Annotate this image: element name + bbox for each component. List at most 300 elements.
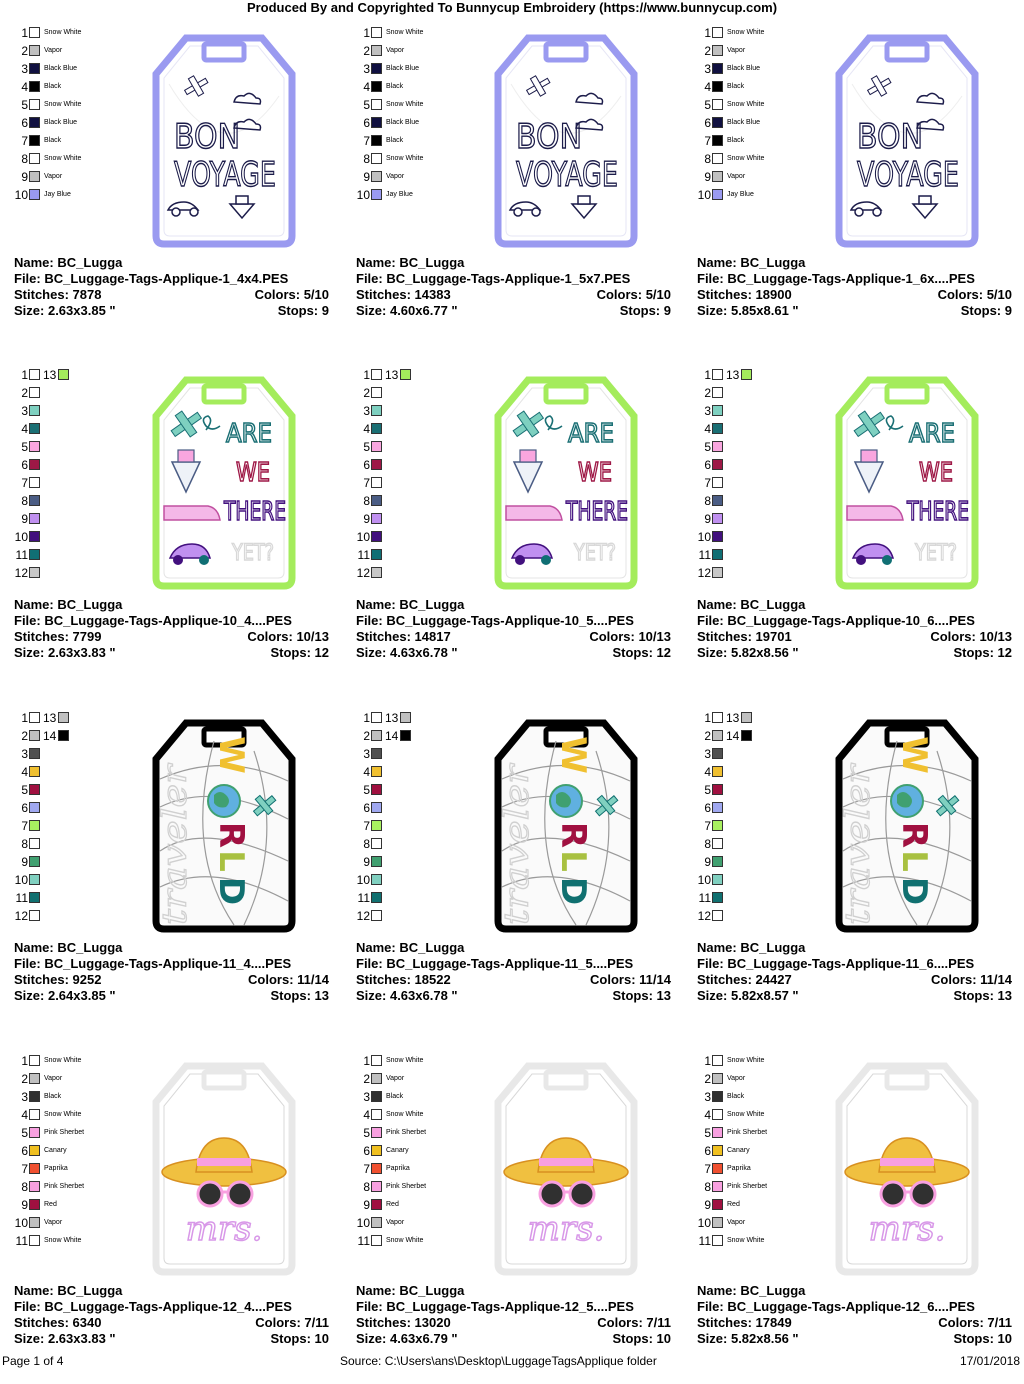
design-colors: 11/14 xyxy=(639,972,671,987)
color-number: 7 xyxy=(363,134,370,148)
color-number: 5 xyxy=(363,783,370,797)
design-colors: 10/13 xyxy=(979,629,1012,644)
color-swatch xyxy=(712,1073,723,1084)
color-number-extra: 13 xyxy=(43,711,57,725)
color-number: 11 xyxy=(698,891,711,905)
color-number-extra: 14 xyxy=(726,729,740,743)
color-name: Snow White xyxy=(386,29,424,36)
tag-word-1: ARE xyxy=(226,419,272,449)
color-number: 7 xyxy=(704,819,711,833)
design-stops: 13 xyxy=(656,988,671,1003)
design-size: 2.64x3.85 " xyxy=(47,988,116,1003)
design-card xyxy=(356,26,686,356)
tag-word-1: ARE xyxy=(909,419,955,449)
stitches-label: Stitches: xyxy=(14,972,69,987)
design-name: BC_Lugga xyxy=(399,255,465,270)
design-size: 5.85x8.61 " xyxy=(730,303,799,318)
color-swatch xyxy=(371,189,382,200)
design-file: BC_Luggage-Tags-Applique-10_6....PES xyxy=(727,613,975,628)
color-name: Snow White xyxy=(727,1057,765,1064)
color-number: 12 xyxy=(356,909,370,923)
color-swatch xyxy=(712,135,723,146)
color-name: Snow White xyxy=(727,29,765,36)
color-name: Vapor xyxy=(386,47,405,54)
color-swatch xyxy=(712,784,723,795)
color-number: 11 xyxy=(698,1234,711,1248)
tag-word-3: THERE xyxy=(223,497,286,527)
color-swatch xyxy=(712,1235,723,1246)
tag-line1: BON xyxy=(857,117,923,157)
color-swatch xyxy=(371,1199,382,1210)
color-swatch xyxy=(712,27,723,38)
color-number: 3 xyxy=(21,1090,28,1104)
design-name: BC_Lugga xyxy=(57,255,123,270)
color-swatch xyxy=(371,99,382,110)
color-swatch xyxy=(29,910,40,921)
color-number: 4 xyxy=(704,422,711,436)
design-file: BC_Luggage-Tags-Applique-11_6....PES xyxy=(727,956,975,971)
color-swatch xyxy=(29,27,40,38)
colors-label: Colors: xyxy=(930,629,976,644)
file-label: File: xyxy=(356,271,383,286)
color-number: 3 xyxy=(21,404,28,418)
color-swatch xyxy=(29,171,40,182)
design-name: BC_Lugga xyxy=(740,940,806,955)
design-file: BC_Luggage-Tags-Applique-1_5x7.PES xyxy=(386,271,631,286)
design-name: BC_Lugga xyxy=(57,597,123,612)
tag-word-4: YET? xyxy=(914,541,957,566)
color-name: Canary xyxy=(727,1147,750,1154)
color-name: Jay Blue xyxy=(386,191,413,198)
color-swatch xyxy=(29,63,40,74)
tag-design-preview xyxy=(486,1054,646,1276)
color-number: 3 xyxy=(704,404,711,418)
design-info xyxy=(14,1283,329,1347)
color-swatch xyxy=(29,495,40,506)
color-swatch xyxy=(29,838,40,849)
color-number: 3 xyxy=(21,62,28,76)
design-file: BC_Luggage-Tags-Applique-12_4....PES xyxy=(44,1299,292,1314)
color-number: 5 xyxy=(21,98,28,112)
color-number: 2 xyxy=(21,386,28,400)
name-label: Name: xyxy=(356,940,396,955)
svg-text:R: R xyxy=(894,821,934,849)
color-swatch xyxy=(29,567,40,578)
design-info xyxy=(356,597,671,661)
color-number: 9 xyxy=(21,512,28,526)
colors-label: Colors: xyxy=(597,1315,643,1330)
color-number: 9 xyxy=(363,1198,370,1212)
color-swatch-extra xyxy=(741,369,752,380)
page-header: Produced By and Copyrighted To Bunnycup Embroidery (https://www.bunnycup.com) xyxy=(246,0,778,15)
color-swatch xyxy=(29,189,40,200)
design-info xyxy=(697,940,1012,1004)
tag-word-4: YET? xyxy=(573,541,616,566)
design-stitches: 13020 xyxy=(414,1315,451,1330)
tag-word: mrs. xyxy=(868,1209,946,1249)
stitches-label: Stitches: xyxy=(356,629,411,644)
color-number: 3 xyxy=(363,62,370,76)
name-label: Name: xyxy=(14,940,54,955)
color-number: 6 xyxy=(704,1144,711,1158)
color-swatch xyxy=(371,874,382,885)
color-number: 6 xyxy=(363,801,370,815)
tag-design-preview xyxy=(827,711,987,933)
color-name: Snow White xyxy=(44,29,82,36)
design-card xyxy=(14,26,344,356)
color-swatch xyxy=(712,81,723,92)
color-number: 7 xyxy=(704,134,711,148)
color-number: 4 xyxy=(363,422,370,436)
color-name: Snow White xyxy=(44,101,82,108)
color-number-extra: 14 xyxy=(385,729,399,743)
color-number: 11 xyxy=(357,891,370,905)
size-label: Size: xyxy=(697,303,728,318)
file-label: File: xyxy=(356,1299,383,1314)
tag-hole xyxy=(887,44,927,60)
svg-text:R: R xyxy=(211,821,251,849)
file-label: File: xyxy=(14,271,41,286)
design-file: BC_Luggage-Tags-Applique-11_5....PES xyxy=(386,956,634,971)
color-number: 9 xyxy=(363,512,370,526)
color-number: 6 xyxy=(704,458,711,472)
design-stitches: 17849 xyxy=(755,1315,792,1330)
color-swatch xyxy=(712,1199,723,1210)
name-label: Name: xyxy=(14,1283,54,1298)
svg-text:W: W xyxy=(894,736,934,774)
color-swatch xyxy=(371,1091,382,1102)
size-label: Size: xyxy=(356,645,387,660)
color-number: 2 xyxy=(363,386,370,400)
color-number-extra: 13 xyxy=(726,368,740,382)
svg-text:W: W xyxy=(211,736,251,774)
file-label: File: xyxy=(697,613,724,628)
color-name: Vapor xyxy=(727,173,746,180)
color-swatch xyxy=(371,910,382,921)
colors-label: Colors: xyxy=(254,287,301,302)
color-swatch xyxy=(712,1091,723,1102)
color-swatch xyxy=(712,1181,723,1192)
color-swatch xyxy=(371,513,382,524)
color-number: 5 xyxy=(21,1126,28,1140)
color-number: 5 xyxy=(704,1126,711,1140)
colors-label: Colors: xyxy=(255,1315,301,1330)
design-colors: 11/14 xyxy=(297,972,329,987)
size-label: Size: xyxy=(697,988,728,1003)
color-number: 5 xyxy=(21,783,28,797)
design-stitches: 24427 xyxy=(755,972,792,987)
size-label: Size: xyxy=(697,1331,728,1346)
color-name: Black xyxy=(727,137,745,144)
color-swatch xyxy=(29,1181,40,1192)
color-number: 5 xyxy=(704,440,711,454)
color-name: Canary xyxy=(44,1147,67,1154)
color-swatch xyxy=(29,1127,40,1138)
design-stops: 9 xyxy=(321,303,329,318)
design-name: BC_Lugga xyxy=(399,1283,465,1298)
color-swatch xyxy=(371,1163,382,1174)
stops-label: Stops: xyxy=(277,303,319,318)
color-number: 9 xyxy=(21,855,28,869)
tag-line2: VOYAGE xyxy=(516,155,618,195)
stops-label: Stops: xyxy=(270,988,311,1003)
color-swatch xyxy=(712,405,723,416)
color-swatch xyxy=(371,1073,382,1084)
color-number: 4 xyxy=(363,1108,370,1122)
color-number: 5 xyxy=(704,98,711,112)
color-number: 9 xyxy=(704,855,711,869)
design-file: BC_Luggage-Tags-Applique-1_4x4.PES xyxy=(44,271,289,286)
color-name: Red xyxy=(727,1201,740,1208)
color-number: 11 xyxy=(15,548,28,562)
color-name: Black Blue xyxy=(44,65,78,72)
color-swatch-extra xyxy=(741,730,752,741)
colors-label: Colors: xyxy=(248,972,294,987)
train-icon xyxy=(847,506,903,520)
color-swatch xyxy=(371,81,382,92)
color-swatch xyxy=(371,27,382,38)
color-swatch xyxy=(371,495,382,506)
color-number: 8 xyxy=(21,494,28,508)
color-number: 4 xyxy=(363,765,370,779)
design-stops: 10 xyxy=(656,1331,671,1346)
color-number: 11 xyxy=(357,548,370,562)
design-info xyxy=(356,940,671,1004)
color-name: Black xyxy=(386,1093,404,1100)
color-number: 8 xyxy=(21,1180,28,1194)
tag-design-preview xyxy=(486,26,646,248)
color-swatch xyxy=(29,117,40,128)
color-swatch xyxy=(712,910,723,921)
color-name: Black Blue xyxy=(727,119,761,126)
color-number: 2 xyxy=(704,386,711,400)
color-number: 5 xyxy=(363,98,370,112)
color-swatch xyxy=(29,477,40,488)
color-number: 3 xyxy=(21,747,28,761)
design-card xyxy=(697,711,1024,1041)
color-name: Snow White xyxy=(386,155,424,162)
tag-subtitle: traveler xyxy=(155,788,195,925)
design-size: 4.63x6.78 " xyxy=(389,645,458,660)
color-number-extra: 13 xyxy=(43,368,57,382)
color-swatch xyxy=(29,1091,40,1102)
color-swatch xyxy=(712,63,723,74)
colors-label: Colors: xyxy=(938,1315,984,1330)
color-name: Vapor xyxy=(44,173,63,180)
color-number: 10 xyxy=(14,188,28,202)
design-size: 4.63x6.79 " xyxy=(389,1331,458,1346)
colors-label: Colors: xyxy=(937,287,984,302)
color-number: 11 xyxy=(698,548,711,562)
design-stops: 10 xyxy=(314,1331,329,1346)
name-label: Name: xyxy=(697,940,737,955)
tag-word-1: ARE xyxy=(568,419,614,449)
color-swatch xyxy=(371,712,382,723)
design-colors: 5/10 xyxy=(986,287,1012,302)
color-swatch xyxy=(712,99,723,110)
stops-label: Stops: xyxy=(270,1331,311,1346)
design-file: BC_Luggage-Tags-Applique-11_4....PES xyxy=(44,956,292,971)
design-size: 5.82x8.56 " xyxy=(730,1331,799,1346)
color-swatch xyxy=(712,477,723,488)
color-number: 3 xyxy=(363,1090,370,1104)
design-stops: 12 xyxy=(997,645,1012,660)
svg-text:R: R xyxy=(553,821,593,849)
color-swatch xyxy=(371,171,382,182)
design-colors: 7/11 xyxy=(987,1315,1012,1330)
stitches-label: Stitches: xyxy=(356,972,411,987)
color-number: 1 xyxy=(21,1054,28,1068)
color-name: Black Blue xyxy=(386,65,420,72)
color-swatch xyxy=(29,405,40,416)
design-stitches: 18522 xyxy=(414,972,451,987)
design-card xyxy=(356,1054,686,1384)
color-number: 12 xyxy=(356,566,370,580)
color-swatch xyxy=(371,730,382,741)
colors-label: Colors: xyxy=(247,629,293,644)
color-name: Snow White xyxy=(44,1237,82,1244)
color-swatch xyxy=(371,459,382,470)
design-info xyxy=(356,1283,671,1347)
color-swatch xyxy=(371,1217,382,1228)
color-swatch xyxy=(371,1127,382,1138)
stitches-label: Stitches: xyxy=(356,1315,411,1330)
file-label: File: xyxy=(14,1299,41,1314)
color-name: Vapor xyxy=(44,47,63,54)
color-swatch xyxy=(29,802,40,813)
size-label: Size: xyxy=(14,303,45,318)
color-swatch xyxy=(371,549,382,560)
file-label: File: xyxy=(697,271,724,286)
file-label: File: xyxy=(14,956,41,971)
color-swatch xyxy=(712,1145,723,1156)
color-number: 8 xyxy=(704,152,711,166)
color-number: 9 xyxy=(21,1198,28,1212)
stops-label: Stops: xyxy=(612,645,653,660)
color-swatch xyxy=(712,189,723,200)
color-number: 6 xyxy=(363,1144,370,1158)
design-card xyxy=(697,1054,1024,1384)
train-icon xyxy=(164,506,220,520)
color-number: 6 xyxy=(704,116,711,130)
footer-source: Source: C:\Users\ans\Desktop\LuggageTagsApplique folder xyxy=(340,1354,657,1368)
color-swatch xyxy=(712,1127,723,1138)
svg-text:W: W xyxy=(553,736,593,774)
design-stitches: 6340 xyxy=(72,1315,102,1330)
color-swatch xyxy=(712,45,723,56)
color-swatch xyxy=(371,766,382,777)
color-swatch xyxy=(712,171,723,182)
color-number: 3 xyxy=(704,747,711,761)
color-number: 2 xyxy=(21,44,28,58)
design-name: BC_Lugga xyxy=(740,597,806,612)
color-number: 4 xyxy=(21,80,28,94)
color-swatch xyxy=(29,712,40,723)
design-stitches: 7799 xyxy=(72,629,102,644)
color-swatch xyxy=(29,513,40,524)
tag-design-preview xyxy=(827,368,987,590)
color-swatch xyxy=(371,405,382,416)
color-number: 7 xyxy=(21,476,28,490)
file-label: File: xyxy=(697,1299,724,1314)
stitches-label: Stitches: xyxy=(14,287,69,302)
stitches-label: Stitches: xyxy=(697,629,752,644)
color-number: 2 xyxy=(704,44,711,58)
color-name: Vapor xyxy=(386,1075,405,1082)
color-swatch-extra xyxy=(741,712,752,723)
color-number: 4 xyxy=(21,1108,28,1122)
design-info xyxy=(697,1283,1012,1347)
color-swatch xyxy=(371,369,382,380)
color-swatch xyxy=(29,1163,40,1174)
tag-design-preview xyxy=(144,711,304,933)
color-swatch xyxy=(29,135,40,146)
tag-design-preview xyxy=(827,1054,987,1276)
size-label: Size: xyxy=(356,988,387,1003)
color-number: 11 xyxy=(15,891,28,905)
color-name: Black Blue xyxy=(727,65,761,72)
color-name: Black xyxy=(727,83,745,90)
size-label: Size: xyxy=(14,1331,45,1346)
design-stitches: 9252 xyxy=(72,972,102,987)
file-label: File: xyxy=(697,956,724,971)
svg-text:D: D xyxy=(894,876,934,906)
color-number: 10 xyxy=(14,530,28,544)
design-size: 4.60x6.77 " xyxy=(389,303,458,318)
design-card xyxy=(697,26,1024,356)
color-swatch xyxy=(29,874,40,885)
design-file: BC_Luggage-Tags-Applique-10_5....PES xyxy=(386,613,634,628)
color-number: 12 xyxy=(697,909,711,923)
color-number: 10 xyxy=(356,873,370,887)
color-swatch xyxy=(371,856,382,867)
color-number: 8 xyxy=(363,1180,370,1194)
size-label: Size: xyxy=(14,645,45,660)
tag-word-2: WE xyxy=(578,458,612,488)
color-swatch xyxy=(29,1235,40,1246)
stops-label: Stops: xyxy=(270,645,311,660)
color-number: 10 xyxy=(14,1216,28,1230)
name-label: Name: xyxy=(356,597,396,612)
color-number: 9 xyxy=(363,855,370,869)
design-card xyxy=(356,368,686,698)
color-number: 5 xyxy=(704,783,711,797)
color-number: 7 xyxy=(704,1162,711,1176)
tag-design-preview xyxy=(827,26,987,248)
color-swatch xyxy=(371,1109,382,1120)
design-card xyxy=(14,368,344,698)
color-number: 1 xyxy=(363,1054,370,1068)
design-stitches: 7878 xyxy=(72,287,102,302)
color-number-extra: 13 xyxy=(726,711,740,725)
color-name: Canary xyxy=(386,1147,409,1154)
color-swatch xyxy=(371,802,382,813)
color-swatch xyxy=(371,387,382,398)
color-name: Vapor xyxy=(727,1075,746,1082)
design-size: 2.63x3.83 " xyxy=(47,1331,116,1346)
size-label: Size: xyxy=(356,303,387,318)
color-name: Pink Sherbet xyxy=(386,1183,427,1190)
color-swatch xyxy=(371,784,382,795)
color-number: 1 xyxy=(21,711,28,725)
color-swatch xyxy=(712,766,723,777)
color-name: Red xyxy=(44,1201,57,1208)
color-swatch xyxy=(712,730,723,741)
svg-text:L: L xyxy=(211,850,251,872)
color-swatch xyxy=(29,153,40,164)
design-name: BC_Lugga xyxy=(740,255,806,270)
color-swatch xyxy=(29,1145,40,1156)
